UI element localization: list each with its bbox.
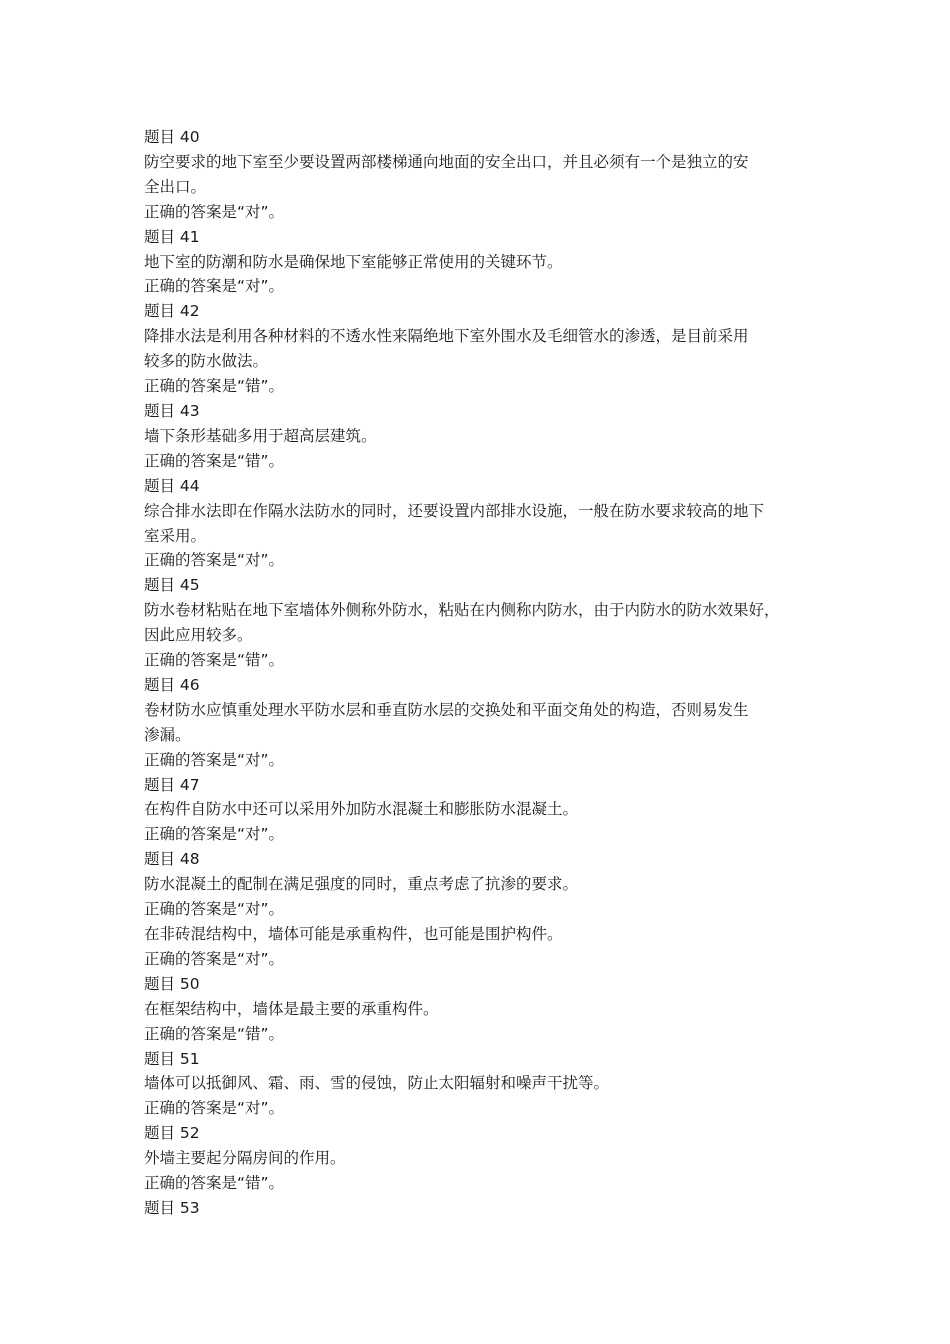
question-item — [144, 972, 816, 1047]
question-text: 墙下条形基础多用于超高层建筑。 — [144, 426, 377, 445]
question-text: 防空要求的地下室至少要设置两部楼梯通向地面的安全出口，并且必须有一个是独立的安 — [144, 152, 749, 171]
answer-text: 正确的答案是“对”。 — [144, 202, 285, 221]
question-heading: 题目 48 — [144, 850, 200, 869]
question-text: 全出口。 — [144, 177, 207, 196]
question-heading: 题目 40 — [144, 128, 200, 146]
question-item — [144, 125, 816, 225]
answer-text: 正确的答案是“对”。 — [144, 825, 285, 844]
question-item — [144, 773, 816, 848]
question-heading: 题目 51 — [144, 1049, 200, 1068]
question-heading: 题目 50 — [144, 974, 200, 993]
question-item — [144, 299, 816, 399]
question-text: 墙体可以抵御风、霜、雨、雪的侵蚀，防止太阳辐射和噪声干扰等。 — [144, 1074, 610, 1093]
question-text: 较多的防水做法。 — [144, 352, 269, 371]
answer-text: 正确的答案是“对”。 — [144, 551, 285, 570]
question-heading: 题目 43 — [144, 401, 200, 420]
answer-text: 正确的答案是“错”。 — [144, 1174, 285, 1193]
question-text: 地下室的防潮和防水是确保地下室能够正常使用的关键环节。 — [144, 252, 563, 271]
question-heading: 题目 42 — [144, 302, 200, 321]
question-text: 防水卷材粘贴在地下室墙体外侧称外防水，粘贴在内侧称内防水，由于内防水的防水效果好， — [144, 601, 780, 620]
question-item — [144, 922, 816, 972]
question-list — [144, 125, 816, 1221]
question-text: 在非砖混结构中，墙体可能是承重构件，也可能是围护构件。 — [144, 925, 563, 943]
question-text: 渗漏。 — [144, 725, 191, 744]
question-heading: 题目 47 — [144, 775, 200, 794]
answer-text: 正确的答案是“对”。 — [144, 277, 285, 296]
question-item — [144, 847, 816, 922]
answer-text: 正确的答案是“错”。 — [144, 377, 285, 396]
question-item — [144, 1121, 816, 1196]
question-text: 在构件自防水中还可以采用外加防水混凝土和膨胀防水混凝土。 — [144, 800, 579, 819]
question-text: 外墙主要起分隔房间的作用。 — [144, 1149, 346, 1168]
question-item — [144, 1047, 816, 1122]
answer-text: 正确的答案是“对”。 — [144, 949, 285, 968]
question-text: 降排水法是利用各种材料的不透水性来隔绝地下室外围水及毛细管水的渗透，是目前采用 — [144, 327, 749, 346]
answer-text: 正确的答案是“对”。 — [144, 900, 285, 919]
question-text: 卷材防水应慎重处理水平防水层和垂直防水层的交换处和平面交角处的构造，否则易发生 — [144, 700, 749, 719]
question-item — [144, 573, 816, 673]
answer-text: 正确的答案是“错”。 — [144, 451, 285, 470]
question-text: 因此应用较多。 — [144, 626, 253, 645]
question-text: 在框架结构中，墙体是最主要的承重构件。 — [144, 999, 439, 1018]
question-heading: 题目 52 — [144, 1124, 200, 1143]
question-item — [144, 399, 816, 474]
question-heading: 题目 44 — [144, 476, 200, 495]
answer-text: 正确的答案是“错”。 — [144, 1024, 285, 1043]
answer-text: 正确的答案是“对”。 — [144, 1099, 285, 1118]
document-page — [144, 125, 816, 1221]
answer-text: 正确的答案是“对”。 — [144, 750, 285, 769]
question-heading: 题目 41 — [144, 227, 200, 246]
question-text: 综合排水法即在作隔水法防水的同时，还要设置内部排水设施，一般在防水要求较高的地下 — [144, 501, 765, 520]
question-heading: 题目 53 — [144, 1198, 200, 1217]
answer-text: 正确的答案是“错”。 — [144, 651, 285, 670]
question-item — [144, 474, 816, 574]
question-text: 防水混凝土的配制在满足强度的同时，重点考虑了抗渗的要求。 — [144, 875, 579, 894]
question-text: 室采用。 — [144, 526, 207, 545]
question-item — [144, 1196, 816, 1221]
question-item — [144, 225, 816, 300]
question-heading: 题目 45 — [144, 576, 200, 595]
question-item — [144, 673, 816, 773]
question-heading: 题目 46 — [144, 675, 200, 694]
